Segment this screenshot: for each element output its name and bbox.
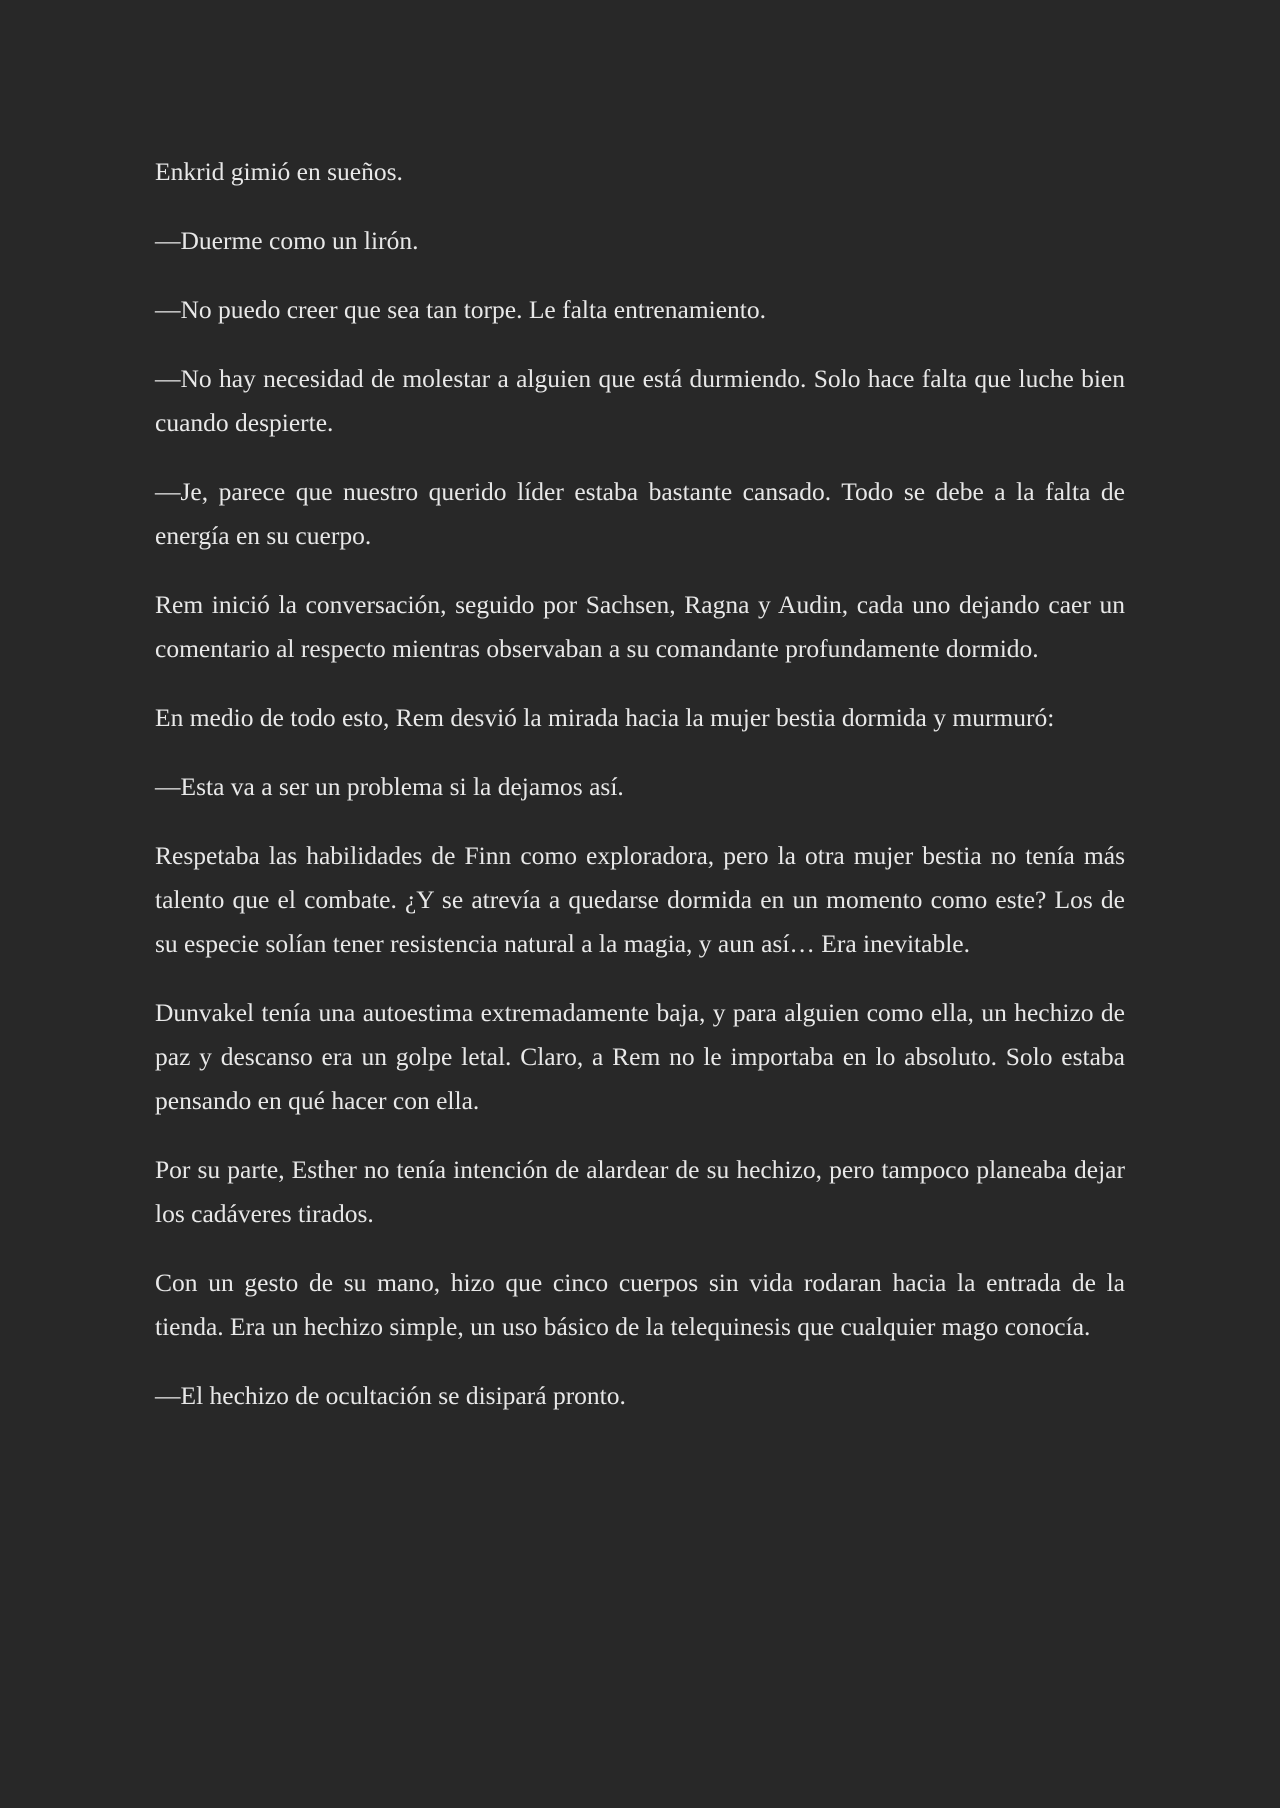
paragraph-4: —No hay necesidad de molestar a alguien que está durmiendo. Solo hace falta que luche bien cuando despierte. xyxy=(155,364,1125,437)
paragraph-7: En medio de todo esto, Rem desvió la mirada hacia la mujer bestia dormida y murmuró: xyxy=(155,703,1055,732)
paragraph-5: —Je, parece que nuestro querido líder estaba bastante cansado. Todo se debe a la falta de energía en su cuerpo. xyxy=(155,477,1125,550)
paragraph-9: Respetaba las habilidades de Finn como exploradora, pero la otra mujer bestia no tenía más talento que el combate. ¿Y se atrevía a quedarse dormida en un momento como este? Los de su especie solían tener resistencia natural a la magia, y aun así… Era inevitable. xyxy=(155,841,1125,958)
paragraph-11: Por su parte, Esther no tenía intención de alardear de su hechizo, pero tampoco planeaba dejar los cadáveres tirados. xyxy=(155,1155,1125,1228)
paragraph-2: —Duerme como un lirón. xyxy=(155,226,419,255)
paragraph-8: —Esta va a ser un problema si la dejamos así. xyxy=(155,772,624,801)
chapter-text xyxy=(155,150,1125,1418)
paragraph-3: —No puedo creer que sea tan torpe. Le falta entrenamiento. xyxy=(155,295,767,324)
paragraph-12: Con un gesto de su mano, hizo que cinco cuerpos sin vida rodaran hacia la entrada de la tienda. Era un hechizo simple, un uso básico de la telequinesis que cualquier mago conocía. xyxy=(155,1268,1125,1341)
paragraph-10: Dunvakel tenía una autoestima extremadamente baja, y para alguien como ella, un hechizo de paz y descanso era un golpe letal. Claro, a Rem no le importaba en lo absoluto. Solo estaba pensando en qué hacer con ella. xyxy=(155,998,1125,1115)
paragraph-1: Enkrid gimió en sueños. xyxy=(155,157,403,186)
paragraph-6: Rem inició la conversación, seguido por Sachsen, Ragna y Audin, cada uno dejando caer un comentario al respecto mientras observaban a su comandante profundamente dormido. xyxy=(155,590,1125,663)
paragraph-13: —El hechizo de ocultación se disipará pronto. xyxy=(155,1381,626,1410)
